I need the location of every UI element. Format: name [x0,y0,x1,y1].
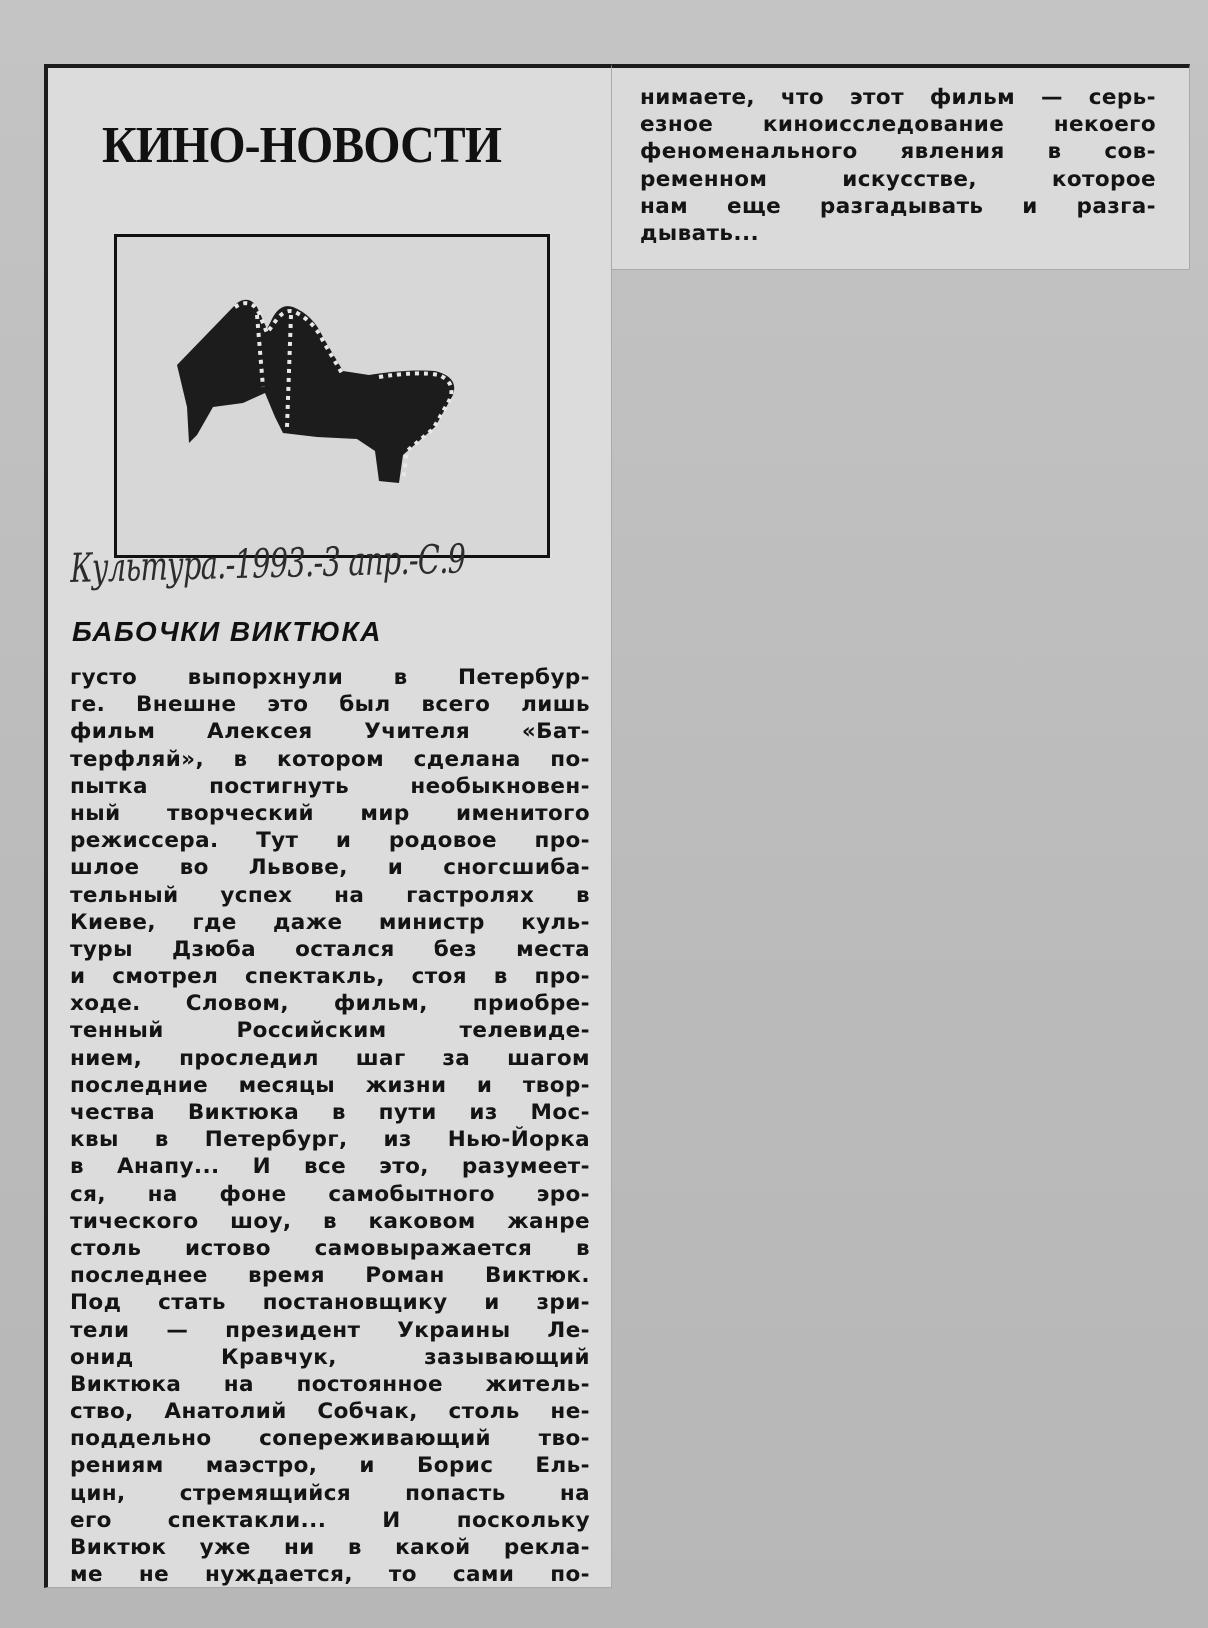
continuation-line: ременном искусстве, которое [640,166,1156,192]
article-line: ходе. Словом, фильм, приобре- [70,991,590,1017]
article-line: тического шоу, в каковом жанре [70,1208,590,1234]
article-body [70,664,590,1588]
article-line: ство, Анатолий Собчак, столь не- [70,1399,590,1425]
section-heading: КИНО-НОВОСТИ [102,117,502,174]
continuation-line: феноменального явления в сов- [640,139,1156,165]
article-line: его спектакли... И поскольку [70,1507,590,1533]
continuation-line: езное киноисследование некоего [640,112,1156,138]
article-line: Под стать постановщику и зри- [70,1290,590,1316]
newspaper-clipping-continuation [612,64,1190,270]
article-line: терфляй», в котором сделана по- [70,746,590,772]
article-title: БАБОЧКИ ВИКТЮКА [72,616,382,647]
article-line: и смотрел спектакль, стоя в про- [70,964,590,990]
article-line: последнее время Роман Виктюк. [70,1263,590,1289]
article-line: последние месяцы жизни и твор- [70,1072,590,1098]
article-line: тельный успех на гастролях в [70,882,590,908]
film-strip-logo-icon [117,237,547,555]
article-line: тенный Российским телевиде- [70,1018,590,1044]
article-line: Киеве, где даже министр куль- [70,909,590,935]
article-line: шлое во Львове, и сногсшиба- [70,855,590,881]
article-line: фильм Алексея Учителя «Бат- [70,719,590,745]
article-line: чества Виктюка в пути из Мос- [70,1100,590,1125]
continuation-line: нам еще разгадывать и разга- [640,193,1156,219]
article-line: поддельно сопереживающий тво- [70,1426,590,1452]
article-line: ге. Внешне это был всего лишь [70,692,590,718]
article-continuation [640,84,1156,247]
article-line: нием, проследил шаг за шагом [70,1045,590,1071]
article-line: ся, на фоне самобытного эро- [70,1181,590,1207]
article-line: густо выпорхнули в Петербур- [70,665,590,690]
article-line: Виктюка на постоянное житель- [70,1371,590,1397]
article-line: ме не нуждается, то сами по- [70,1562,590,1588]
article-line: в Анапу... И все это, разумеет- [70,1154,590,1180]
article-line: столь истово самовыражается в [70,1235,590,1261]
article-line: онид Кравчук, зазывающий [70,1344,590,1370]
article-line: рениям маэстро, и Борис Ель- [70,1453,590,1479]
article-line: пытка постигнуть необыкновен- [70,773,590,799]
article-line: цин, стремящийся попасть на [70,1480,590,1506]
article-line: туры Дзюба остался без места [70,936,590,962]
article-line: тели — президент Украины Ле- [70,1317,590,1343]
article-line: ный творческий мир именитого [70,800,590,826]
cinema-logo-frame [114,234,550,558]
continuation-line: дывать... [640,220,760,246]
article-line: режиссера. Тут и родовое про- [70,828,590,854]
article-line: Виктюк уже ни в какой рекла- [70,1535,590,1560]
handwritten-citation: Культура.-1993.-3 апр.-С.9 [70,536,466,592]
continuation-line: нимаете, что этот фильм — серь- [640,85,1156,110]
newspaper-clipping-main [44,64,612,1588]
article-line: квы в Петербург, из Нью-Йорка [70,1127,590,1153]
